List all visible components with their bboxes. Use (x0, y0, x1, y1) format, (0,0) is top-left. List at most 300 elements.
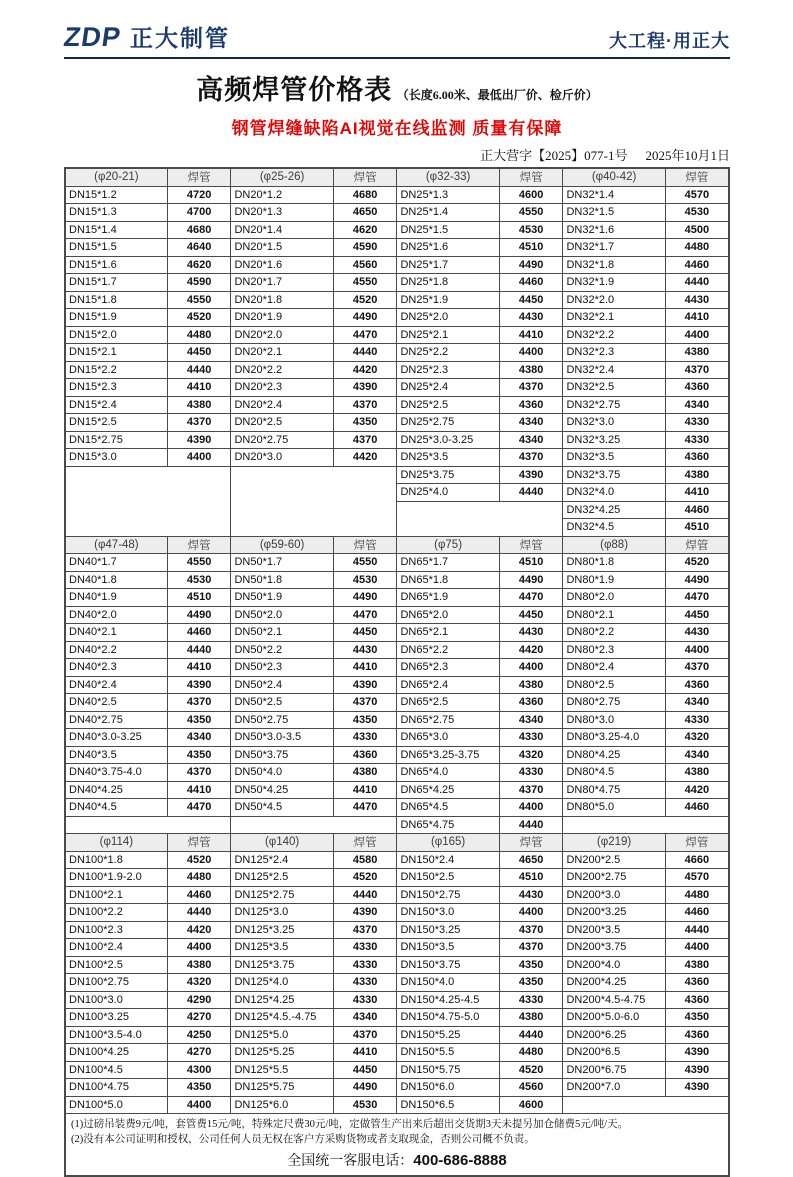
price-cell: 4380 (167, 956, 231, 974)
size-cell: DN150*2.5 (397, 869, 499, 887)
price-cell: 4420 (499, 641, 563, 659)
size-cell: DN100*4.5 (65, 1061, 167, 1079)
size-col-header: (φ88) (563, 536, 665, 554)
size-cell: DN200*6.75 (563, 1061, 665, 1079)
price-cell: 4360 (499, 694, 563, 712)
price-cell: 4350 (167, 746, 231, 764)
price-col-header: 焊管 (665, 536, 729, 554)
size-cell: DN15*1.7 (65, 274, 167, 292)
price-cell: 4340 (499, 414, 563, 432)
size-cell: DN80*4.25 (563, 746, 665, 764)
size-cell: DN80*2.5 (563, 676, 665, 694)
footer-note-2: (2)没有本公司证明和授权，公司任何人员无权在客户方采购货物或者支取现金，否则公司概不负责。 (71, 1134, 535, 1145)
price-cell: 4490 (333, 309, 397, 327)
empty-cell (563, 1096, 729, 1114)
price-cell: 4510 (665, 519, 729, 537)
price-cell: 4470 (167, 799, 231, 817)
size-cell: DN25*3.75 (397, 466, 499, 484)
size-cell: DN65*2.75 (397, 711, 499, 729)
price-col-header: 焊管 (167, 536, 231, 554)
price-cell: 4380 (665, 466, 729, 484)
price-cell: 4360 (665, 991, 729, 1009)
price-cell: 4440 (167, 641, 231, 659)
empty-cell (563, 816, 729, 834)
size-cell: DN20*1.2 (231, 186, 333, 204)
table-row (65, 956, 729, 974)
price-cell: 4550 (333, 554, 397, 572)
price-cell: 4510 (499, 554, 563, 572)
size-cell: DN50*3.75 (231, 746, 333, 764)
price-cell: 4600 (499, 1096, 563, 1114)
size-cell: DN125*4.0 (231, 974, 333, 992)
size-cell: DN200*4.0 (563, 956, 665, 974)
size-cell: DN150*4.75-5.0 (397, 1009, 499, 1027)
table-row (65, 554, 729, 572)
price-cell: 4580 (333, 851, 397, 869)
price-cell: 4520 (333, 291, 397, 309)
price-cell: 4450 (499, 606, 563, 624)
price-cell: 4400 (167, 939, 231, 957)
price-cell: 4320 (665, 729, 729, 747)
size-cell: DN100*2.75 (65, 974, 167, 992)
size-cell: DN80*2.3 (563, 641, 665, 659)
table-row (65, 239, 729, 257)
empty-cell (231, 816, 397, 834)
brand-name: 正大制管 (130, 25, 230, 51)
price-cell: 4360 (333, 746, 397, 764)
table-row (65, 326, 729, 344)
size-cell: DN32*2.1 (563, 309, 665, 327)
table-row (65, 1009, 729, 1027)
price-cell: 4330 (333, 974, 397, 992)
size-cell: DN200*4.5-4.75 (563, 991, 665, 1009)
price-cell: 4370 (333, 1026, 397, 1044)
size-cell: DN40*3.75-4.0 (65, 764, 167, 782)
size-cell: DN15*1.6 (65, 256, 167, 274)
price-col-header: 焊管 (333, 168, 397, 186)
price-cell: 4390 (333, 379, 397, 397)
size-cell: DN40*2.2 (65, 641, 167, 659)
price-cell: 4370 (167, 764, 231, 782)
price-cell: 4410 (333, 659, 397, 677)
table-row (65, 309, 729, 327)
size-cell: DN100*2.4 (65, 939, 167, 957)
price-cell: 4570 (665, 186, 729, 204)
price-cell: 4360 (665, 974, 729, 992)
price-cell: 4330 (499, 991, 563, 1009)
price-cell: 4390 (333, 904, 397, 922)
price-cell: 4430 (665, 624, 729, 642)
size-cell: DN20*2.1 (231, 344, 333, 362)
price-cell: 4380 (499, 1009, 563, 1027)
price-cell: 4350 (167, 1079, 231, 1097)
price-cell: 4270 (167, 1044, 231, 1062)
size-cell: DN32*2.4 (563, 361, 665, 379)
size-cell: DN150*3.5 (397, 939, 499, 957)
size-cell: DN15*2.4 (65, 396, 167, 414)
size-cell: DN25*3.5 (397, 449, 499, 467)
size-cell: DN32*2.75 (563, 396, 665, 414)
size-cell: DN65*3.25-3.75 (397, 746, 499, 764)
size-cell: DN125*3.5 (231, 939, 333, 957)
size-col-header: (φ75) (397, 536, 499, 554)
price-cell: 4400 (167, 449, 231, 467)
section-header-row (65, 536, 729, 554)
size-cell: DN200*3.25 (563, 904, 665, 922)
price-cell: 4360 (665, 676, 729, 694)
size-cell: DN65*3.0 (397, 729, 499, 747)
price-cell: 4370 (499, 921, 563, 939)
size-cell: DN200*7.0 (563, 1079, 665, 1097)
size-cell: DN15*2.1 (65, 344, 167, 362)
size-cell: DN20*3.0 (231, 449, 333, 467)
price-cell: 4650 (333, 204, 397, 222)
price-cell: 4530 (499, 221, 563, 239)
table-row (65, 256, 729, 274)
size-cell: DN15*2.5 (65, 414, 167, 432)
size-cell: DN20*1.6 (231, 256, 333, 274)
size-cell: DN50*4.25 (231, 781, 333, 799)
size-cell: DN80*3.25-4.0 (563, 729, 665, 747)
size-cell: DN50*2.4 (231, 676, 333, 694)
service-label: 全国统一客服电话： (287, 1154, 414, 1169)
size-cell: DN100*4.25 (65, 1044, 167, 1062)
size-cell: DN20*2.4 (231, 396, 333, 414)
price-cell: 4340 (665, 396, 729, 414)
size-cell: DN125*3.75 (231, 956, 333, 974)
size-cell: DN80*2.0 (563, 589, 665, 607)
price-cell: 4490 (167, 606, 231, 624)
table-row (65, 186, 729, 204)
price-cell: 4470 (499, 589, 563, 607)
size-cell: DN20*2.0 (231, 326, 333, 344)
price-cell: 4650 (499, 851, 563, 869)
price-cell: 4440 (167, 904, 231, 922)
size-cell: DN125*4.5.-4.75 (231, 1009, 333, 1027)
price-cell: 4510 (499, 239, 563, 257)
size-cell: DN65*4.0 (397, 764, 499, 782)
size-cell: DN40*3.5 (65, 746, 167, 764)
price-cell: 4720 (167, 186, 231, 204)
price-cell: 4440 (167, 361, 231, 379)
price-cell: 4270 (167, 1009, 231, 1027)
table-row (65, 939, 729, 957)
size-cell: DN20*2.75 (231, 431, 333, 449)
price-cell: 4350 (499, 974, 563, 992)
table-row (65, 974, 729, 992)
size-cell: DN20*1.9 (231, 309, 333, 327)
price-cell: 4420 (333, 361, 397, 379)
size-col-header: (φ32-33) (397, 168, 499, 186)
price-cell: 4430 (499, 309, 563, 327)
size-cell: DN25*1.6 (397, 239, 499, 257)
size-cell: DN125*2.4 (231, 851, 333, 869)
table-row (65, 851, 729, 869)
size-cell: DN125*3.0 (231, 904, 333, 922)
size-cell: DN65*2.0 (397, 606, 499, 624)
size-col-header: (φ165) (397, 834, 499, 852)
size-cell: DN32*4.0 (563, 484, 665, 502)
price-cell: 4470 (333, 606, 397, 624)
size-cell: DN65*1.9 (397, 589, 499, 607)
brand-header (61, 20, 730, 59)
price-cell: 4480 (499, 1044, 563, 1062)
size-cell: DN20*1.7 (231, 274, 333, 292)
price-cell: 4420 (333, 449, 397, 467)
price-cell: 4460 (665, 799, 729, 817)
size-cell: DN65*4.25 (397, 781, 499, 799)
table-row (65, 641, 729, 659)
size-col-header: (φ25-26) (231, 168, 333, 186)
table-row (65, 799, 729, 817)
size-cell: DN150*4.25-4.5 (397, 991, 499, 1009)
empty-cell (397, 501, 563, 536)
size-cell: DN40*2.1 (65, 624, 167, 642)
size-cell: DN40*2.5 (65, 694, 167, 712)
price-cell: 4370 (499, 449, 563, 467)
price-cell: 4400 (499, 799, 563, 817)
table-row (65, 886, 729, 904)
size-cell: DN25*2.75 (397, 414, 499, 432)
price-cell: 4250 (167, 1026, 231, 1044)
size-cell: DN200*6.25 (563, 1026, 665, 1044)
price-cell: 4430 (333, 641, 397, 659)
price-cell: 4320 (499, 746, 563, 764)
table-row (65, 291, 729, 309)
price-cell: 4420 (665, 781, 729, 799)
price-cell: 4530 (665, 204, 729, 222)
price-cell: 4370 (499, 379, 563, 397)
price-cell: 4550 (333, 274, 397, 292)
size-cell: DN32*3.25 (563, 431, 665, 449)
size-cell: DN40*3.0-3.25 (65, 729, 167, 747)
table-row (65, 991, 729, 1009)
price-cell: 4560 (499, 1079, 563, 1097)
size-cell: DN15*1.2 (65, 186, 167, 204)
size-cell: DN80*2.4 (563, 659, 665, 677)
table-row (65, 659, 729, 677)
size-cell: DN100*2.5 (65, 956, 167, 974)
doc-line (64, 145, 730, 164)
price-cell: 4380 (665, 956, 729, 974)
size-cell: DN100*3.25 (65, 1009, 167, 1027)
price-cell: 4370 (665, 659, 729, 677)
price-col-header: 焊管 (665, 834, 729, 852)
price-cell: 4350 (333, 414, 397, 432)
table-row (65, 816, 729, 834)
price-cell: 4360 (665, 379, 729, 397)
size-cell: DN125*5.0 (231, 1026, 333, 1044)
size-cell: DN100*3.5-4.0 (65, 1026, 167, 1044)
size-cell: DN40*4.25 (65, 781, 167, 799)
table-row (65, 764, 729, 782)
price-cell: 4370 (167, 694, 231, 712)
size-cell: DN25*2.0 (397, 309, 499, 327)
price-cell: 4330 (333, 956, 397, 974)
price-cell: 4360 (665, 1026, 729, 1044)
price-col-header: 焊管 (333, 834, 397, 852)
price-cell: 4340 (499, 431, 563, 449)
price-table (64, 167, 730, 1177)
price-cell: 4460 (665, 256, 729, 274)
price-cell: 4400 (665, 641, 729, 659)
size-cell: DN15*2.75 (65, 431, 167, 449)
size-cell: DN50*1.9 (231, 589, 333, 607)
size-cell: DN32*3.0 (563, 414, 665, 432)
table-row (65, 431, 729, 449)
price-cell: 4370 (499, 939, 563, 957)
size-cell: DN25*1.9 (397, 291, 499, 309)
size-cell: DN40*2.4 (65, 676, 167, 694)
size-cell: DN65*1.7 (397, 554, 499, 572)
size-cell: DN125*5.75 (231, 1079, 333, 1097)
size-cell: DN50*2.0 (231, 606, 333, 624)
brand-slogan: 大工程·用正大 (609, 31, 730, 51)
price-cell: 4440 (665, 921, 729, 939)
size-cell: DN65*2.2 (397, 641, 499, 659)
price-cell: 4390 (167, 676, 231, 694)
size-cell: DN125*2.5 (231, 869, 333, 887)
price-cell: 4400 (167, 1096, 231, 1114)
size-cell: DN50*1.7 (231, 554, 333, 572)
size-cell: DN150*2.4 (397, 851, 499, 869)
title-note: （长度6.00米、最低出厂价、检斤价） (396, 88, 598, 102)
size-cell: DN150*3.25 (397, 921, 499, 939)
price-cell: 4560 (333, 256, 397, 274)
size-cell: DN32*1.6 (563, 221, 665, 239)
table-footer (65, 1114, 729, 1177)
table-row (65, 466, 729, 484)
size-cell: DN200*2.5 (563, 851, 665, 869)
size-cell: DN100*2.3 (65, 921, 167, 939)
size-cell: DN200*5.0-6.0 (563, 1009, 665, 1027)
size-cell: DN80*5.0 (563, 799, 665, 817)
price-cell: 4320 (167, 974, 231, 992)
price-cell: 4380 (665, 764, 729, 782)
price-cell: 4340 (665, 694, 729, 712)
price-cell: 4470 (333, 326, 397, 344)
price-cell: 4450 (665, 606, 729, 624)
price-cell: 4420 (167, 921, 231, 939)
table-row (65, 746, 729, 764)
table-row (65, 624, 729, 642)
size-cell: DN50*2.75 (231, 711, 333, 729)
price-table-body (65, 168, 729, 1114)
table-row (65, 344, 729, 362)
size-cell: DN50*1.8 (231, 571, 333, 589)
price-cell: 4620 (333, 221, 397, 239)
size-cell: DN20*1.5 (231, 239, 333, 257)
size-cell: DN125*5.25 (231, 1044, 333, 1062)
price-cell: 4550 (167, 554, 231, 572)
price-cell: 4360 (499, 396, 563, 414)
price-cell: 4330 (333, 991, 397, 1009)
size-col-header: (φ114) (65, 834, 167, 852)
size-cell: DN150*5.25 (397, 1026, 499, 1044)
price-cell: 4330 (665, 431, 729, 449)
price-cell: 4510 (167, 589, 231, 607)
size-cell: DN65*2.1 (397, 624, 499, 642)
size-cell: DN15*2.2 (65, 361, 167, 379)
size-cell: DN32*4.5 (563, 519, 665, 537)
size-cell: DN125*6.0 (231, 1096, 333, 1114)
price-cell: 4550 (499, 204, 563, 222)
size-cell: DN32*4.25 (563, 501, 665, 519)
price-cell: 4460 (167, 624, 231, 642)
size-cell: DN50*4.0 (231, 764, 333, 782)
price-cell: 4450 (333, 624, 397, 642)
price-cell: 4370 (665, 361, 729, 379)
price-cell: 4530 (167, 571, 231, 589)
size-cell: DN25*2.2 (397, 344, 499, 362)
size-cell: DN40*1.7 (65, 554, 167, 572)
size-cell: DN50*4.5 (231, 799, 333, 817)
size-cell: DN25*1.8 (397, 274, 499, 292)
price-cell: 4330 (333, 939, 397, 957)
price-cell: 4290 (167, 991, 231, 1009)
size-cell: DN32*2.0 (563, 291, 665, 309)
size-col-header: (φ59-60) (231, 536, 333, 554)
price-cell: 4390 (665, 1044, 729, 1062)
price-cell: 4400 (665, 326, 729, 344)
price-col-header: 焊管 (167, 168, 231, 186)
size-cell: DN80*1.8 (563, 554, 665, 572)
size-cell: DN200*3.75 (563, 939, 665, 957)
price-cell: 4590 (167, 274, 231, 292)
doc-date: 2025年10月1日 (645, 148, 730, 163)
size-cell: DN40*1.8 (65, 571, 167, 589)
empty-cell (65, 466, 231, 536)
price-cell: 4330 (333, 729, 397, 747)
size-cell: DN100*5.0 (65, 1096, 167, 1114)
size-col-header: (φ140) (231, 834, 333, 852)
size-cell: DN15*1.3 (65, 204, 167, 222)
price-cell: 4400 (499, 659, 563, 677)
price-cell: 4520 (665, 554, 729, 572)
size-cell: DN200*4.25 (563, 974, 665, 992)
price-col-header: 焊管 (499, 834, 563, 852)
price-cell: 4410 (167, 379, 231, 397)
price-cell: 4440 (499, 1026, 563, 1044)
size-cell: DN20*1.4 (231, 221, 333, 239)
size-cell: DN100*2.1 (65, 886, 167, 904)
size-cell: DN150*2.75 (397, 886, 499, 904)
price-cell: 4700 (167, 204, 231, 222)
size-cell: DN25*1.4 (397, 204, 499, 222)
size-cell: DN65*4.5 (397, 799, 499, 817)
price-cell: 4370 (333, 694, 397, 712)
size-cell: DN125*4.25 (231, 991, 333, 1009)
price-cell: 4600 (499, 186, 563, 204)
price-cell: 4380 (499, 676, 563, 694)
size-cell: DN40*1.9 (65, 589, 167, 607)
table-row (65, 694, 729, 712)
price-cell: 4390 (333, 676, 397, 694)
size-cell: DN25*1.5 (397, 221, 499, 239)
brand-logo (61, 20, 230, 53)
size-cell: DN80*2.1 (563, 606, 665, 624)
table-row (65, 449, 729, 467)
table-row (65, 1096, 729, 1114)
price-cell: 4530 (333, 1096, 397, 1114)
price-cell: 4410 (167, 781, 231, 799)
section-header-row (65, 834, 729, 852)
title-row (64, 75, 730, 110)
price-cell: 4410 (499, 326, 563, 344)
size-cell: DN100*1.9-2.0 (65, 869, 167, 887)
price-cell: 4480 (665, 239, 729, 257)
price-cell: 4490 (499, 256, 563, 274)
